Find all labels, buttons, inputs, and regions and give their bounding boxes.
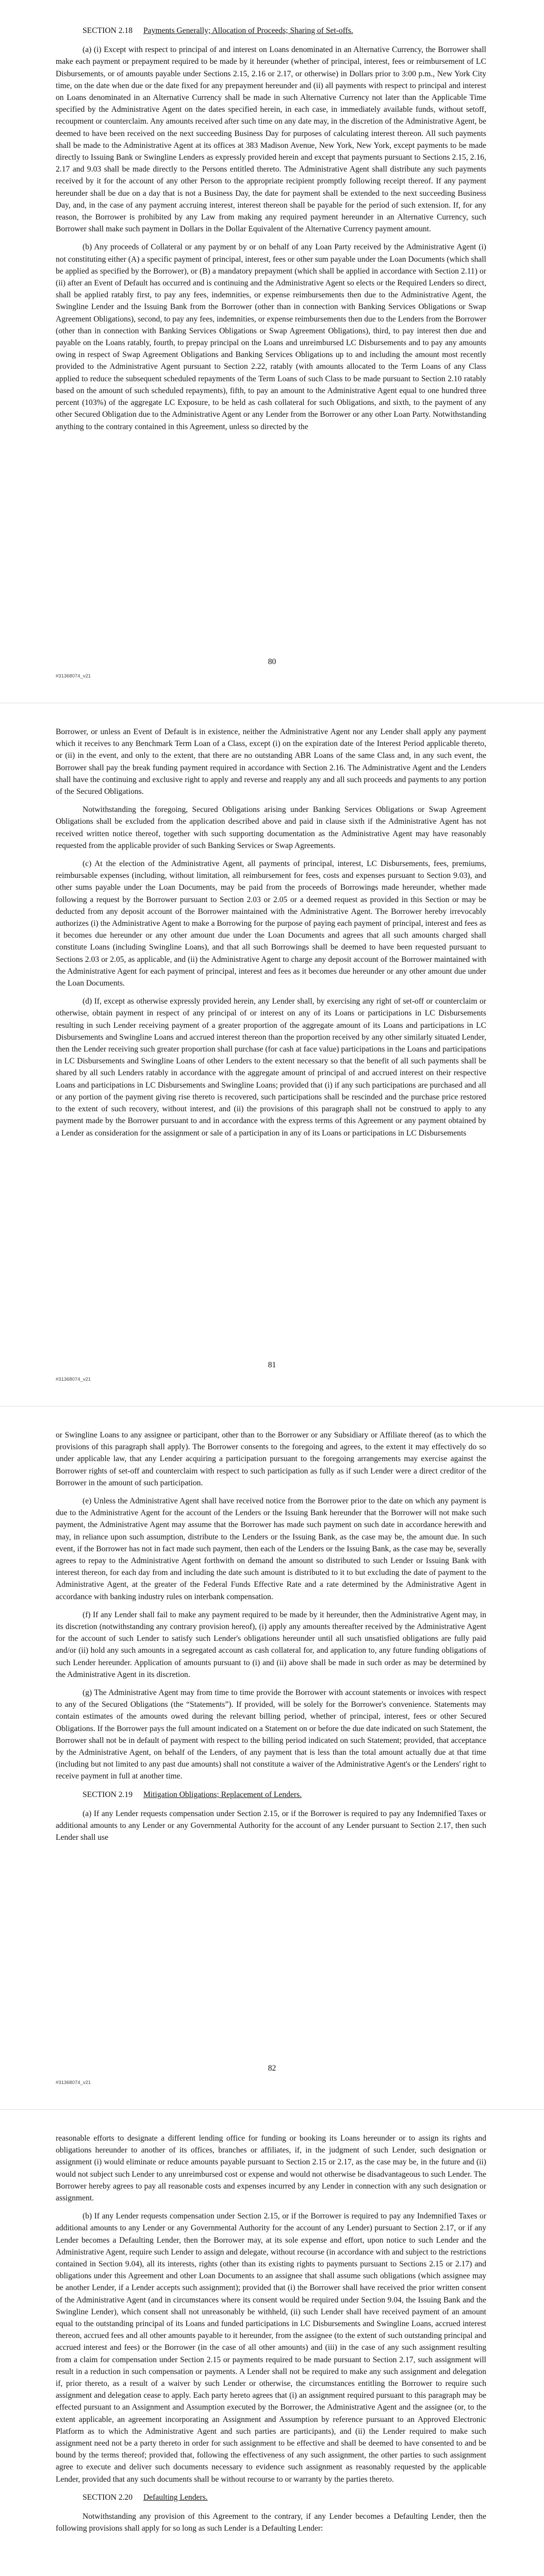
paragraph: (f) If any Lender shall fail to make any payment required to be made by it hereunder, then the Administrative Agent may, in its discretion (notwithstanding any contrary provision hereof), (i) apply any amounts thereafter received by the Administrative Agent for the account of such Lender to satisfy such Lender's obligations hereunder until all such unsatisfied obligations are fully paid and/or (ii) hold any such amounts in a segregated account as cash collateral for, and application to, any future funding obligations of such Lender hereunder. Application of amounts pursuant to (i) and (ii) above shall be made in such order as may be determined by the Administrative Agent in its discretion. — [56, 1610, 486, 1679]
paragraph: (d) If, except as otherwise expressly provided herein, any Lender shall, by exercising any right of set-off or counterclaim or otherwise, obtain payment in respect of any principal of or interest on any of its Loans or participations in LC Disbursements resulting in such Lender receiving payment of a greater proportion of the aggregate amount of its Loans and participations in LC Disbursements and Swingline Loans and accrued interest thereon than the proportion received by any other similarly situated Lender, then the Lender receiving such greater proportion shall purchase (for cash at face value) participations in the Loans and participations in LC Disbursements and Swingline Loans of other Lenders to the extent necessary so that the benefit of all such payments shall be shared by all such Lenders ratably in accordance with the aggregate amount of principal of and accrued interest on their respective Loans and participations in LC Disbursements and Swingline Loans; provided that (i) if any such participations are purchased and all or any portion of the payment giving rise thereto is recovered, such participations shall be rescinded and the purchase price restored to the extent of such recovery, without interest, and (ii) the provisions of this paragraph shall not be construed to apply to any payment made by the Borrower pursuant to and in accordance with the express terms of this Agreement or any payment obtained by a Lender as consideration for the assignment or sale of a participation in any of its Loans or participations in LC Disbursements — [56, 997, 486, 1138]
paragraph: Notwithstanding the foregoing, Secured Obligations arising under Banking Services Obligations or Swap Agreement Obligations shall be excluded from the application described above and paid in clause sixth if the Administrative Agent has not received written notice thereof, together with such supporting documentation as the Administrative Agent may have reasonably requested from the applicable provider of such Banking Services or Swap Agreements. — [56, 805, 486, 850]
page-number: 81 — [268, 1361, 276, 1369]
document-id: #31368074_v21 — [56, 673, 91, 679]
paragraph: or Swingline Loans to any assignee or participant, other than to the Borrower or any Subsidiary or Affiliate thereof (as to which the provisions of this paragraph shall apply). The Borrower consents to the foregoing and agrees, to the extent it may effectively do so under applicable law, that any Lender acquiring a participation pursuant to the foregoing arrangements may exercise against the Borrower rights of set-off and counterclaim with respect to such participation as fully as if such Lender were a direct creditor of the Borrower in the amount of such participation. — [56, 1431, 486, 1487]
section-heading — [56, 1789, 486, 1801]
document-page — [0, 0, 544, 703]
paragraph: (c) At the election of the Administrative Agent, all payments of principal, interest, LC Disbursements, fees, premiums, reimbursable expenses (including, without limitation, all reimbursement for fees, costs and expenses pursuant to Section 9.03), and other sums payable under the Loan Documents, may be paid from the proceeds of Borrowings made hereunder, whether made following a request by the Borrower pursuant to Section 2.03 or 2.05 or a deemed request as provided in this Section or may be deducted from any deposit account of the Borrower maintained with the Administrative Agent. The Borrower hereby irrevocably authorizes (i) the Administrative Agent to make a Borrowing for the purpose of paying each payment of principal, interest and fees as it becomes due hereunder or any other amount due under the Loan Documents and agrees that all such amounts charged shall constitute Loans (including Swingline Loans), and that all such Borrowings shall be deemed to have been requested pursuant to Sections 2.03 or 2.05, as applicable, and (ii) the Administrative Agent to charge any deposit account of the Borrower maintained with the Administrative Agent for each payment of principal, interest and fees as it becomes due hereunder or any other amount due under the Loan Documents. — [56, 859, 486, 988]
paragraph: (a) (i) Except with respect to principal of and interest on Loans denominated in an Alternative Currency, the Borrower shall make each payment or prepayment required to be made by it hereunder (whether of principal, interest, fees or reimbursement of LC Disbursements, or of amounts payable under Sections 2.15, 2.16 or 2.17, or otherwise) in Dollars prior to 3:00 p.m., New York City time, on the date when due or the date fixed for any prepayment hereunder and (ii) all payments with respect to principal and interest on Loans denominated in an Alternative Currency shall be made in such Alternative Currency not later than the Applicable Time specified by the Administrative Agent on the dates specified herein, in each case, in immediately available funds, without setoff, recoupment or counterclaim. Any amounts received after such time on any date may, in the discretion of the Administrative Agent, be deemed to have been received on the next succeeding Business Day for purposes of calculating interest thereon. All such payments shall be made to the Administrative Agent at its offices at 383 Madison Avenue, New York, New York, except payments to be made directly to Issuing Bank or Swingline Lenders as expressly provided herein and except that payments pursuant to Sections 2.15, 2.16, 2.17 and 9.03 shall be made directly to the Persons entitled thereto. The Administrative Agent shall distribute any such payments received by it for the account of any other Person to the appropriate recipient promptly following receipt thereof. If any payment hereunder shall be due on a day that is not a Business Day, the date for payment shall be extended to the next succeeding Business Day, and, in the case of any payment accruing interest, interest thereon shall be payable for the period of such extension. If, for any reason, the Borrower is prohibited by any Law from making any required payment hereunder in an Alternative Currency, such Borrower shall make such payment in Dollars in the Dollar Equivalent of the Alternative Currency payment amount. — [56, 45, 486, 234]
paragraph: reasonable efforts to designate a different lending office for funding or booking its Loans hereunder or to assign its rights and obligations hereunder to another of its offices, branches or affiliates, if, in the judgment of such Lender, such designation or assignment (i) would eliminate or reduce amounts payable pursuant to Section 2.15 or 2.17, as the case may be, in the future and (ii) would not subject such Lender to any unreimbursed cost or expense and would not otherwise be disadvantageous to such Lender. The Borrower hereby agrees to pay all reasonable costs and expenses incurred by any Lender in connection with any such designation or assignment. — [56, 2134, 486, 2203]
paragraph: (b) If any Lender requests compensation under Section 2.15, or if the Borrower is required to pay any Indemnified Taxes or additional amounts to any Lender or any Governmental Authority for the account of any Lender) pursuant to Section 2.17, or if any Lender becomes a Defaulting Lender, then the Borrower may, at its sole expense and effort, upon notice to such Lender and the Administrative Agent, require such Lender to assign and delegate, without recourse (in accordance with and subject to the restrictions contained in Section 9.04), all its interests, rights (other than its existing rights to payments pursuant to Sections 2.15 or 2.17) and obligations under this Agreement and other Loan Documents to an assignee that shall assume such obligations (which assignee may be another Lender, if a Lender accepts such assignment); provided that (i) the Borrower shall have received the prior written consent of the Administrative Agent (and in circumstances where its consent would be required under Section 9.04, the Issuing Bank and the Swingline Lender), which consent shall not unreasonably be withheld, (ii) such Lender shall have received payment of an amount equal to the outstanding principal of its Loans and funded participations in LC Disbursements and Swingline Loans, accrued interest thereon, accrued fees and all other amounts payable to it hereunder, from the assignee (to the extent of such outstanding principal and accrued interest and fees) or the Borrower (in the case of all other amounts) and (iii) in the case of any such assignment resulting from a claim for compensation under Section 2.15 or payments required to be made pursuant to Section 2.17, such assignment will result in a reduction in such compensation or payments. A Lender shall not be required to make any such assignment and delegation if, prior thereto, as a result of a waiver by such Lender or otherwise, the circumstances entitling the Borrower to require such assignment and delegation cease to apply. Each party hereto agrees that (i) an assignment required pursuant to this paragraph may be effected pursuant to an Assignment and Assumption executed by the Borrower, the Administrative Agent and the assignee (or, to the extent applicable, an agreement incorporating an Assignment and Assumption by reference pursuant to an Approved Electronic Platform as to which the Administrative Agent and such parties are participants), and (ii) the Lender required to make such assignment need not be a party thereto in order for such assignment to be effective and shall be deemed to have consented to and be bound by the terms thereof; provided that, following the effectiveness of any such assignment, the other parties to such assignment agree to execute and deliver such documents necessary to evidence such assignment as reasonably requested by the applicable Lender, provided that any such documents shall be without recourse to or warranty by the parties thereto. — [56, 2212, 486, 2484]
section-number: SECTION 2.20 — [83, 2493, 133, 2502]
page-number: 80 — [268, 657, 276, 666]
section-number: SECTION 2.19 — [83, 1790, 133, 1799]
paragraph: (g) The Administrative Agent may from time to time provide the Borrower with account statements or invoices with respect to any of the Secured Obligations (the “Statements”). If provided, will be solely for the Borrower's convenience. Statements may contain estimates of the amounts owed during the relevant billing period, whether of principal, interest, fees or other Secured Obligations. If the Borrower pays the full amount indicated on a Statement on or before the due date indicated on such Statement, the Borrower shall not be in default of payment with respect to the billing period indicated on such Statement; provided, that acceptance by the Administrative Agent, on behalf of the Lenders, of any payment that is less than the total amount actually due at that time (including but not limited to any past due amounts) shall not constitute a waiver of the Administrative Agent's or the Lenders' right to receive payment in full at another time. — [56, 1688, 486, 1781]
document-id: #31368074_v21 — [56, 1377, 91, 1382]
document-page — [0, 1406, 544, 2110]
page-number: 82 — [268, 2064, 276, 2073]
section-heading — [56, 2492, 486, 2503]
section-title: Mitigation Obligations; Replacement of Lenders. — [143, 1790, 302, 1799]
section-title: Defaulting Lenders. — [143, 2493, 208, 2502]
paragraph: (e) Unless the Administrative Agent shall have received notice from the Borrower prior to the date on which any payment is due to the Administrative Agent for the account of the Lenders or the Issuing Bank hereunder that the Borrower will not make such payment, the Administrative Agent may assume that the Borrower has made such payment on such date in accordance herewith and may, in reliance upon such assumption, distribute to the Lenders or the Issuing Bank, as the case may be, the amount due. In such event, if the Borrower has not in fact made such payment, then each of the Lenders or the Issuing Bank, as the case may be, severally agrees to repay to the Administrative Agent forthwith on demand the amount so distributed to such Lender or Issuing Bank with interest thereon, for each day from and including the date such amount is distributed to it to but excluding the date of payment to the Administrative Agent, at the greater of the Federal Funds Effective Rate and a rate determined by the Administrative Agent in accordance with banking industry rules on interbank compensation. — [56, 1497, 486, 1601]
paragraph: (a) If any Lender requests compensation under Section 2.15, or if the Borrower is required to pay any Indemnified Taxes or additional amounts to any Lender or any Governmental Authority for the account of any Lender pursuant to Section 2.17, then such Lender shall use — [56, 1809, 486, 1842]
section-title: Payments Generally; Allocation of Proceeds; Sharing of Set-offs. — [143, 26, 353, 35]
paragraph: Borrower, or unless an Event of Default is in existence, neither the Administrative Agent nor any Lender shall apply any payment which it receives to any Benchmark Term Loan of a Class, except (i) on the expiration date of the Interest Period applicable thereto, or (ii) in the event, and only to the extent, that there are no outstanding ABR Loans of the same Class and, in any such event, the Borrower shall pay the break funding payment required in accordance with Section 2.16. The Administrative Agent and the Lenders shall have the continuing and exclusive right to apply and reverse and reapply any and all such proceeds and payments to any portion of the Secured Obligations. — [56, 727, 486, 796]
paragraph: Notwithstanding any provision of this Agreement to the contrary, if any Lender becomes a Defaulting Lender, then the following provisions shall apply for so long as such Lender is a Defaulting Lender: — [56, 2512, 486, 2533]
paragraph: (b) Any proceeds of Collateral or any payment by or on behalf of any Loan Party received by the Administrative Agent (i) not constituting either (A) a specific payment of principal, interest, fees or other sum payable under the Loan Documents (which shall be applied as specified by the Borrower), or (B) a mandatory prepayment (which shall be applied in accordance with Section 2.11) or (ii) after an Event of Default has occurred and is continuing and the Administrative Agent so elects or the Required Lenders so direct, shall be applied ratably first, to pay any fees, indemnities, or expense reimbursements then due to the Administrative Agent, the Swingline Lender and the Issuing Bank from the Borrower (other than in connection with Banking Services Obligations or Swap Agreement Obligations), second, to pay any fees, indemnities, or expense reimbursements then due to the Lenders from the Borrower (other than in connection with Banking Services Obligations or Swap Agreement Obligations), third, to pay interest then due and payable on the Loans ratably, fourth, to prepay principal on the Loans and unreimbursed LC Disbursements and to pay any amounts owing in respect of Swap Agreement Obligations and Banking Services Obligations up to and including the amount most recently provided to the Administrative Agent pursuant to Section 2.22, ratably (with amounts allocated to the Term Loans of any Class applied to reduce the subsequent scheduled repayments of the Term Loans of such Class to be made pursuant to Section 2.10 ratably based on the amount of such scheduled repayments), fifth, to pay an amount to the Administrative Agent equal to one hundred three percent (103%) of the aggregate LC Exposure, to be held as cash collateral for such Obligations, and sixth, to the payment of any other Secured Obligation due to the Administrative Agent or any Lender from the Borrower or any other Loan Party. Notwithstanding anything to the contrary contained in this Agreement, unless so directed by the — [56, 243, 486, 431]
section-heading — [56, 25, 486, 37]
document-page — [0, 2110, 544, 2576]
section-number: SECTION 2.18 — [83, 26, 133, 35]
document-page — [0, 703, 544, 1406]
document-id: #31368074_v21 — [56, 2080, 91, 2086]
